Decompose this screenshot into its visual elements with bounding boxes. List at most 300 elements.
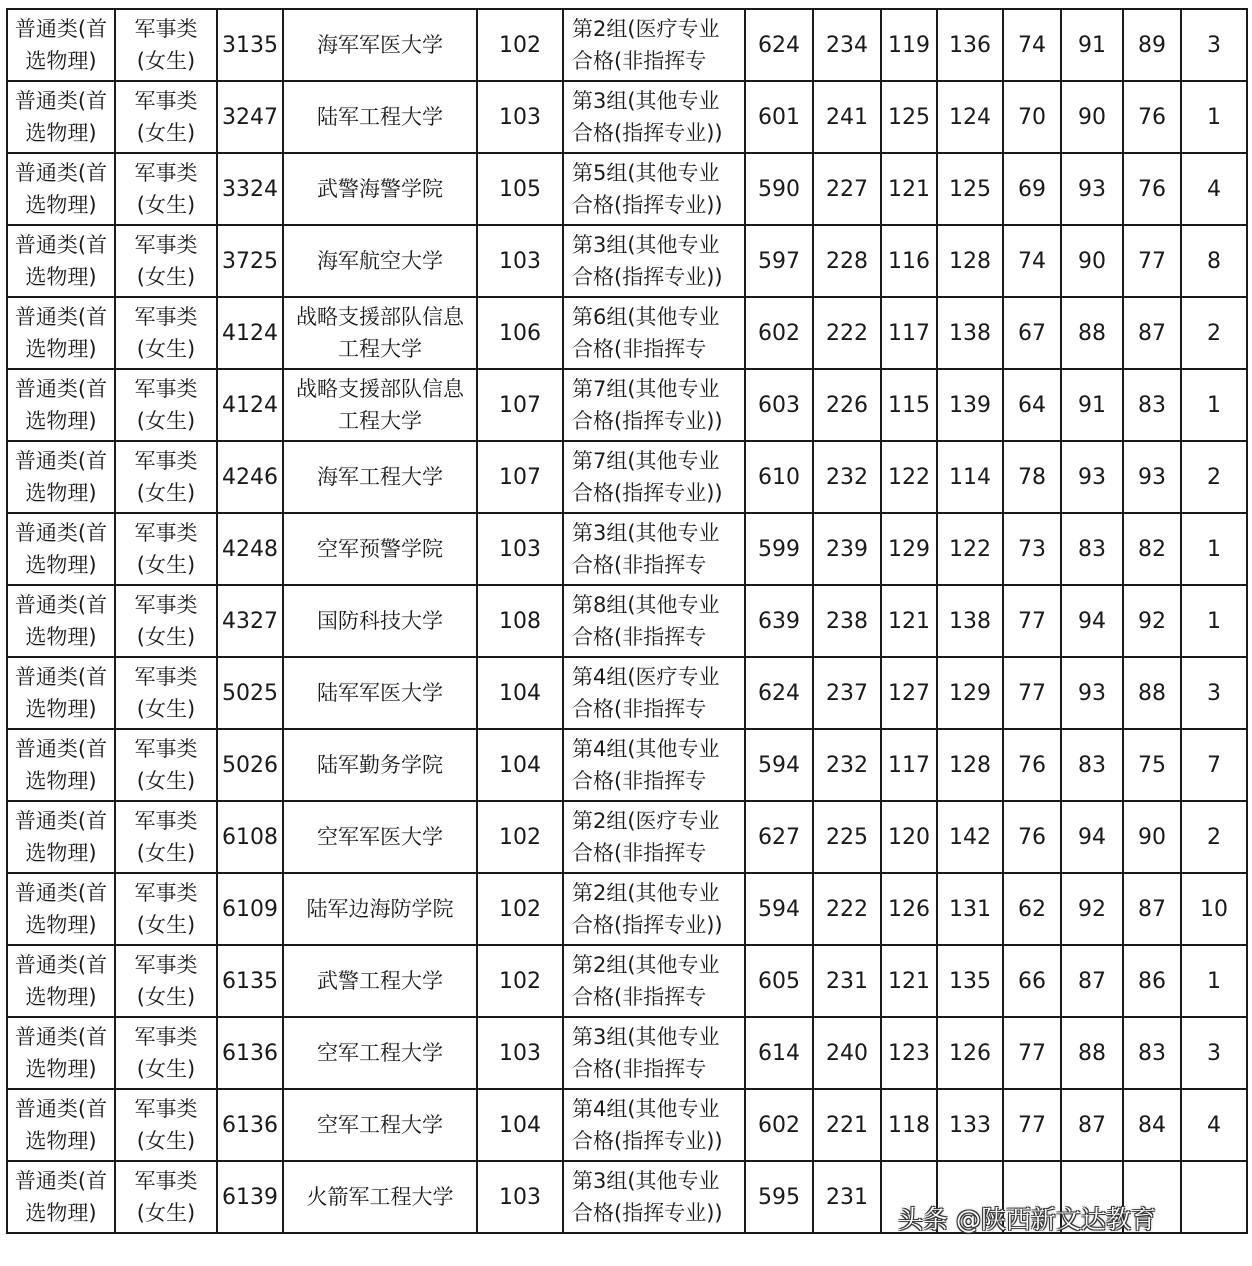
- cell-school-name: [283, 801, 477, 873]
- cell-category: [115, 513, 217, 585]
- cell-category-line: 军事类: [134, 665, 198, 689]
- cell-school-name-line: 国防科技大学: [317, 609, 443, 633]
- cell-score-6: 76: [1123, 153, 1181, 225]
- cell-score-1: 232: [813, 729, 881, 801]
- cell-school-name: [283, 945, 477, 1017]
- cell-score-5: 93: [1061, 153, 1123, 225]
- cell-score-4: 74: [1003, 225, 1061, 297]
- cell-score-4: 66: [1003, 945, 1061, 1017]
- cell-group-desc-line: 第7组(其他专业: [572, 449, 720, 473]
- cell-group-desc-line: 合格(非指挥专: [572, 697, 707, 721]
- cell-group-desc-line: 第4组(其他专业: [572, 1097, 720, 1121]
- cell-group-desc-line: 第6组(其他专业: [572, 305, 720, 329]
- cell-group-code: 103: [477, 225, 563, 297]
- cell-category-line: (女生): [136, 1129, 196, 1153]
- cell-score-5: 83: [1061, 513, 1123, 585]
- cell-score-4: 77: [1003, 585, 1061, 657]
- cell-score-1: 227: [813, 153, 881, 225]
- cell-group-desc-line: 第3组(其他专业: [572, 1025, 720, 1049]
- cell-score-6: 84: [1123, 1089, 1181, 1161]
- cell-category-line: 军事类: [134, 809, 198, 833]
- cell-category-line: 军事类: [134, 377, 198, 401]
- cell-batch-type-line: 普通类(首: [14, 305, 108, 329]
- cell-group-desc-line: 合格(非指挥专: [572, 337, 707, 361]
- cell-group-code: 105: [477, 153, 563, 225]
- cell-category-line: 军事类: [134, 161, 198, 185]
- cell-min-score: 614: [745, 1017, 813, 1089]
- cell-batch-type-line: 选物理): [25, 841, 97, 865]
- cell-school-name-line: 陆军勤务学院: [317, 753, 443, 777]
- cell-batch-type-line: 选物理): [25, 121, 97, 145]
- cell-batch-type-line: 选物理): [25, 337, 97, 361]
- cell-score-2: 117: [881, 729, 937, 801]
- cell-score-6: 87: [1123, 297, 1181, 369]
- cell-school-code: 3135: [217, 9, 283, 81]
- cell-school-code: 3324: [217, 153, 283, 225]
- cell-plan-count: 10: [1181, 873, 1247, 945]
- cell-batch-type-line: 普通类(首: [14, 737, 108, 761]
- cell-min-score: 601: [745, 81, 813, 153]
- cell-score-6: 87: [1123, 873, 1181, 945]
- cell-plan-count: 2: [1181, 297, 1247, 369]
- cell-category-line: (女生): [136, 121, 196, 145]
- cell-school-name: [283, 1017, 477, 1089]
- cell-score-2: 125: [881, 81, 937, 153]
- cell-school-name: [283, 153, 477, 225]
- cell-score-3: 139: [937, 369, 1003, 441]
- cell-group-desc: [563, 657, 745, 729]
- cell-score-1: 237: [813, 657, 881, 729]
- cell-min-score: 594: [745, 873, 813, 945]
- cell-category: [115, 369, 217, 441]
- cell-score-4: 77: [1003, 657, 1061, 729]
- cell-group-code: 106: [477, 297, 563, 369]
- cell-score-4: 62: [1003, 873, 1061, 945]
- table-row: [7, 1017, 1247, 1089]
- table-row: [7, 801, 1247, 873]
- cell-category-line: 军事类: [134, 953, 198, 977]
- cell-score-2: 120: [881, 801, 937, 873]
- cell-category: [115, 297, 217, 369]
- cell-category-line: (女生): [136, 1201, 196, 1225]
- cell-score-6: 83: [1123, 1017, 1181, 1089]
- cell-group-desc-line: 第3组(其他专业: [572, 233, 720, 257]
- cell-group-desc-line: 合格(指挥专业)): [572, 1129, 723, 1153]
- cell-score-2: 122: [881, 441, 937, 513]
- table-row: [7, 1089, 1247, 1161]
- cell-category-line: 军事类: [134, 1097, 198, 1121]
- cell-batch-type: [7, 729, 115, 801]
- cell-plan-count: 1: [1181, 945, 1247, 1017]
- cell-score-2: 121: [881, 585, 937, 657]
- cell-group-desc-line: 合格(非指挥专: [572, 553, 707, 577]
- cell-category-line: (女生): [136, 265, 196, 289]
- cell-min-score: 595: [745, 1161, 813, 1233]
- cell-group-desc: [563, 1161, 745, 1233]
- cell-batch-type-line: 普通类(首: [14, 17, 108, 41]
- cell-score-5: 93: [1061, 657, 1123, 729]
- table-row: [7, 441, 1247, 513]
- cell-school-code: 3725: [217, 225, 283, 297]
- cell-score-5: 88: [1061, 297, 1123, 369]
- cell-batch-type: [7, 801, 115, 873]
- cell-score-6: 93: [1123, 441, 1181, 513]
- cell-score-5: 87: [1061, 1089, 1123, 1161]
- cell-min-score: 602: [745, 1089, 813, 1161]
- cell-score-6: 83: [1123, 369, 1181, 441]
- cell-school-name-line: 武警工程大学: [317, 969, 443, 993]
- cell-score-3: 142: [937, 801, 1003, 873]
- cell-batch-type-line: 普通类(首: [14, 377, 108, 401]
- cell-score-5: 92: [1061, 873, 1123, 945]
- cell-school-code: 6109: [217, 873, 283, 945]
- cell-school-code: 4327: [217, 585, 283, 657]
- cell-score-1: 234: [813, 9, 881, 81]
- cell-school-name-line: 空军工程大学: [317, 1113, 443, 1137]
- cell-school-name-line: 武警海警学院: [317, 177, 443, 201]
- cell-batch-type: [7, 1161, 115, 1233]
- cell-score-1: 222: [813, 297, 881, 369]
- cell-school-name: [283, 873, 477, 945]
- table-row: [7, 513, 1247, 585]
- cell-batch-type: [7, 225, 115, 297]
- cell-category-line: 军事类: [134, 89, 198, 113]
- cell-score-3: 126: [937, 1017, 1003, 1089]
- cell-batch-type-line: 普通类(首: [14, 881, 108, 905]
- cell-category: [115, 153, 217, 225]
- cell-score-6: 89: [1123, 9, 1181, 81]
- cell-score-3: 122: [937, 513, 1003, 585]
- cell-batch-type-line: 普通类(首: [14, 89, 108, 113]
- cell-group-desc-line: 第3组(其他专业: [572, 89, 720, 113]
- cell-batch-type-line: 普通类(首: [14, 1025, 108, 1049]
- cell-min-score: 602: [745, 297, 813, 369]
- cell-category-line: (女生): [136, 1057, 196, 1081]
- cell-score-1: 238: [813, 585, 881, 657]
- cell-score-5: 94: [1061, 801, 1123, 873]
- cell-group-desc-line: 第2组(医疗专业: [572, 17, 720, 41]
- cell-score-1: 241: [813, 81, 881, 153]
- cell-group-desc-line: 合格(非指挥专: [572, 625, 707, 649]
- cell-group-desc: [563, 585, 745, 657]
- cell-min-score: 594: [745, 729, 813, 801]
- cell-score-5: 94: [1061, 585, 1123, 657]
- cell-score-1: 239: [813, 513, 881, 585]
- cell-score-3: 125: [937, 153, 1003, 225]
- cell-category-line: (女生): [136, 625, 196, 649]
- cell-group-code: 102: [477, 873, 563, 945]
- cell-school-code: 5026: [217, 729, 283, 801]
- cell-group-desc: [563, 441, 745, 513]
- cell-score-6: 82: [1123, 513, 1181, 585]
- cell-plan-count: 1: [1181, 81, 1247, 153]
- cell-group-desc-line: 合格(指挥专业)): [572, 481, 723, 505]
- cell-group-desc-line: 第7组(其他专业: [572, 377, 720, 401]
- cell-min-score: 624: [745, 9, 813, 81]
- cell-group-desc-line: 合格(指挥专业)): [572, 193, 723, 217]
- cell-min-score: 590: [745, 153, 813, 225]
- table-row: [7, 225, 1247, 297]
- cell-school-code: 4246: [217, 441, 283, 513]
- cell-batch-type-line: 选物理): [25, 481, 97, 505]
- cell-school-code: 6136: [217, 1089, 283, 1161]
- cell-group-desc-line: 第4组(医疗专业: [572, 665, 720, 689]
- cell-min-score: 603: [745, 369, 813, 441]
- cell-category-line: (女生): [136, 193, 196, 217]
- cell-score-6: 76: [1123, 81, 1181, 153]
- cell-group-desc-line: 合格(非指挥专: [572, 841, 707, 865]
- cell-min-score: 610: [745, 441, 813, 513]
- cell-school-name: [283, 441, 477, 513]
- cell-min-score: 597: [745, 225, 813, 297]
- cell-group-desc-line: 第2组(其他专业: [572, 881, 720, 905]
- cell-plan-count: 2: [1181, 441, 1247, 513]
- cell-group-desc-line: 第4组(其他专业: [572, 737, 720, 761]
- cell-group-code: 104: [477, 1089, 563, 1161]
- cell-school-name-line: 空军工程大学: [317, 1041, 443, 1065]
- cell-category-line: (女生): [136, 481, 196, 505]
- cell-batch-type: [7, 1089, 115, 1161]
- table-body: [7, 9, 1247, 1233]
- cell-score-2: 121: [881, 153, 937, 225]
- cell-score-4: 67: [1003, 297, 1061, 369]
- cell-batch-type-line: 选物理): [25, 553, 97, 577]
- cell-score-3: 136: [937, 9, 1003, 81]
- cell-score-1: 232: [813, 441, 881, 513]
- cell-group-desc: [563, 513, 745, 585]
- cell-category: [115, 81, 217, 153]
- cell-school-code: 6108: [217, 801, 283, 873]
- cell-group-desc: [563, 945, 745, 1017]
- cell-school-code: 6139: [217, 1161, 283, 1233]
- cell-school-name: [283, 585, 477, 657]
- cell-score-4: 77: [1003, 1089, 1061, 1161]
- cell-school-code: 4124: [217, 297, 283, 369]
- cell-school-name-line: 战略支援部队信息: [296, 305, 464, 329]
- cell-min-score: 624: [745, 657, 813, 729]
- cell-category-line: (女生): [136, 337, 196, 361]
- cell-score-5: 83: [1061, 729, 1123, 801]
- cell-category-line: 军事类: [134, 449, 198, 473]
- cell-group-desc: [563, 801, 745, 873]
- cell-category-line: (女生): [136, 49, 196, 73]
- cell-group-code: 103: [477, 1161, 563, 1233]
- cell-score-6: 75: [1123, 729, 1181, 801]
- cell-category-line: 军事类: [134, 593, 198, 617]
- cell-group-desc-line: 合格(非指挥专: [572, 49, 707, 73]
- cell-group-code: 107: [477, 441, 563, 513]
- cell-school-code: 6136: [217, 1017, 283, 1089]
- cell-school-name-line: 陆军军医大学: [317, 681, 443, 705]
- cell-score-3: 114: [937, 441, 1003, 513]
- cell-group-desc: [563, 297, 745, 369]
- cell-category-line: 军事类: [134, 737, 198, 761]
- cell-category: [115, 1017, 217, 1089]
- cell-batch-type: [7, 369, 115, 441]
- cell-batch-type-line: 选物理): [25, 1057, 97, 1081]
- cell-score-5: 90: [1061, 81, 1123, 153]
- cell-batch-type: [7, 1017, 115, 1089]
- cell-batch-type-line: 普通类(首: [14, 1169, 108, 1193]
- cell-category-line: 军事类: [134, 1025, 198, 1049]
- cell-category: [115, 945, 217, 1017]
- cell-batch-type-line: 选物理): [25, 193, 97, 217]
- cell-category-line: 军事类: [134, 881, 198, 905]
- table-row: [7, 9, 1247, 81]
- cell-plan-count: 3: [1181, 9, 1247, 81]
- cell-school-name-line: 海军航空大学: [317, 249, 443, 273]
- cell-group-desc: [563, 729, 745, 801]
- cell-batch-type: [7, 657, 115, 729]
- cell-plan-count: 4: [1181, 1089, 1247, 1161]
- table-row: [7, 945, 1247, 1017]
- cell-score-4: 69: [1003, 153, 1061, 225]
- cell-score-2: 121: [881, 945, 937, 1017]
- cell-category: [115, 729, 217, 801]
- cell-group-desc-line: 第2组(其他专业: [572, 953, 720, 977]
- cell-min-score: 599: [745, 513, 813, 585]
- cell-school-name: [283, 513, 477, 585]
- cell-category: [115, 657, 217, 729]
- cell-score-4: 74: [1003, 9, 1061, 81]
- cell-category-line: (女生): [136, 553, 196, 577]
- cell-batch-type-line: 选物理): [25, 625, 97, 649]
- cell-score-6: 92: [1123, 585, 1181, 657]
- cell-category-line: 军事类: [134, 521, 198, 545]
- cell-group-code: 103: [477, 1017, 563, 1089]
- cell-score-2: 116: [881, 225, 937, 297]
- cell-min-score: 605: [745, 945, 813, 1017]
- cell-school-code: 4248: [217, 513, 283, 585]
- cell-category-line: (女生): [136, 985, 196, 1009]
- cell-group-code: 104: [477, 729, 563, 801]
- cell-group-desc: [563, 369, 745, 441]
- cell-score-2: 123: [881, 1017, 937, 1089]
- cell-plan-count: 8: [1181, 225, 1247, 297]
- admission-score-table-container: [6, 8, 1246, 1234]
- cell-plan-count: [1181, 1161, 1247, 1233]
- cell-batch-type: [7, 297, 115, 369]
- cell-school-code: 6135: [217, 945, 283, 1017]
- cell-score-1: 240: [813, 1017, 881, 1089]
- cell-category: [115, 9, 217, 81]
- cell-score-2: 115: [881, 369, 937, 441]
- table-row: [7, 585, 1247, 657]
- cell-score-1: 222: [813, 873, 881, 945]
- cell-group-desc: [563, 9, 745, 81]
- cell-school-name-line: 陆军边海防学院: [306, 897, 454, 921]
- cell-group-desc-line: 合格(非指挥专: [572, 769, 707, 793]
- cell-school-name: [283, 729, 477, 801]
- cell-plan-count: 7: [1181, 729, 1247, 801]
- cell-school-name: [283, 81, 477, 153]
- cell-score-4: 76: [1003, 801, 1061, 873]
- table-row: [7, 153, 1247, 225]
- cell-score-3: 135: [937, 945, 1003, 1017]
- cell-group-desc-line: 第5组(其他专业: [572, 161, 720, 185]
- cell-group-desc-line: 合格(指挥专业)): [572, 121, 723, 145]
- cell-batch-type-line: 选物理): [25, 49, 97, 73]
- cell-batch-type-line: 选物理): [25, 1129, 97, 1153]
- cell-score-1: 221: [813, 1089, 881, 1161]
- cell-group-desc-line: 第2组(医疗专业: [572, 809, 720, 833]
- cell-group-code: 103: [477, 513, 563, 585]
- cell-group-desc: [563, 873, 745, 945]
- cell-category: [115, 801, 217, 873]
- cell-category: [115, 1089, 217, 1161]
- cell-score-6: 90: [1123, 801, 1181, 873]
- table-row: [7, 729, 1247, 801]
- cell-plan-count: 3: [1181, 1017, 1247, 1089]
- cell-category: [115, 585, 217, 657]
- cell-school-name: [283, 657, 477, 729]
- cell-batch-type-line: 选物理): [25, 985, 97, 1009]
- cell-category-line: (女生): [136, 841, 196, 865]
- table-row: [7, 369, 1247, 441]
- cell-category-line: (女生): [136, 913, 196, 937]
- cell-group-desc-line: 合格(非指挥专: [572, 985, 707, 1009]
- cell-category-line: 军事类: [134, 17, 198, 41]
- cell-score-1: 226: [813, 369, 881, 441]
- cell-score-5: 91: [1061, 369, 1123, 441]
- cell-group-desc-line: 合格(指挥专业)): [572, 409, 723, 433]
- cell-plan-count: 2: [1181, 801, 1247, 873]
- cell-score-4: 78: [1003, 441, 1061, 513]
- cell-school-name-line: 工程大学: [338, 409, 422, 433]
- cell-score-3: 128: [937, 225, 1003, 297]
- cell-score-5: 88: [1061, 1017, 1123, 1089]
- cell-school-name-line: 海军工程大学: [317, 465, 443, 489]
- cell-min-score: 639: [745, 585, 813, 657]
- cell-school-name: [283, 1089, 477, 1161]
- cell-batch-type-line: 普通类(首: [14, 953, 108, 977]
- cell-plan-count: 4: [1181, 153, 1247, 225]
- cell-batch-type: [7, 9, 115, 81]
- cell-batch-type-line: 选物理): [25, 1201, 97, 1225]
- cell-group-code: 103: [477, 81, 563, 153]
- cell-category: [115, 225, 217, 297]
- cell-score-4: 76: [1003, 729, 1061, 801]
- cell-batch-type-line: 普通类(首: [14, 449, 108, 473]
- cell-group-desc-line: 合格(非指挥专: [572, 1057, 707, 1081]
- cell-plan-count: 1: [1181, 585, 1247, 657]
- cell-score-4: 73: [1003, 513, 1061, 585]
- cell-category-line: (女生): [136, 697, 196, 721]
- cell-group-desc-line: 合格(指挥专业)): [572, 265, 723, 289]
- cell-score-3: 128: [937, 729, 1003, 801]
- cell-score-2: 129: [881, 513, 937, 585]
- cell-score-3: 124: [937, 81, 1003, 153]
- cell-batch-type: [7, 945, 115, 1017]
- cell-score-3: 138: [937, 585, 1003, 657]
- cell-school-name: [283, 1161, 477, 1233]
- cell-category-line: 军事类: [134, 1169, 198, 1193]
- admission-score-table: [6, 8, 1248, 1234]
- cell-group-desc-line: 合格(指挥专业)): [572, 1201, 723, 1225]
- cell-group-desc: [563, 1017, 745, 1089]
- cell-group-desc-line: 第8组(其他专业: [572, 593, 720, 617]
- cell-score-6: 88: [1123, 657, 1181, 729]
- cell-plan-count: 1: [1181, 369, 1247, 441]
- cell-score-6: 77: [1123, 225, 1181, 297]
- cell-group-code: 102: [477, 801, 563, 873]
- cell-score-5: 90: [1061, 225, 1123, 297]
- cell-group-desc-line: 第3组(其他专业: [572, 521, 720, 545]
- cell-school-code: 4124: [217, 369, 283, 441]
- cell-category-line: (女生): [136, 409, 196, 433]
- cell-score-3: 133: [937, 1089, 1003, 1161]
- cell-batch-type-line: 普通类(首: [14, 593, 108, 617]
